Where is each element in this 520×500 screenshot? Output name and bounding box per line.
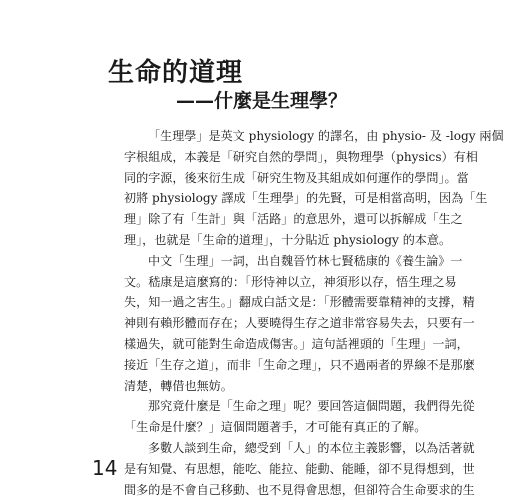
text-line: 接近「生存之道」，而非「生命之理」，只不過兩者的界線不是那麼: [124, 357, 475, 372]
paragraph-2: [124, 251, 475, 397]
text-line: 「生理學」是英文 physiology 的譯名，由 physio- 及 -logy 兩個: [148, 129, 504, 143]
text-line: 理」，也就是「生命的道理」，十分貼近 physiology 的本意。: [124, 232, 452, 247]
text-line: 文。嵇康是這麼寫的：「形恃神以立，神須形以存，悟生理之易: [124, 274, 457, 289]
chapter-subtitle: ——什麼是生理學？: [176, 90, 348, 112]
paragraph-1: [124, 126, 504, 251]
text-line: 初將 physiology 譯成「生理學」的先賢，可是相當高明，因為「生: [124, 191, 488, 206]
chapter-title: 生命的道理: [108, 58, 244, 88]
text-line: 清楚，轉借也無妨。: [124, 378, 233, 393]
text-line: 那究竟什麼是「生命之理」呢？要回答這個問題，我們得先從: [148, 399, 475, 414]
text-line: 多數人談到生命，總受到「人」的本位主義影響，以為活著就: [148, 440, 475, 455]
paragraph-4: [124, 438, 475, 500]
paragraph-3: [124, 396, 475, 438]
text-line: 中文「生理」一詞，出自魏晉竹林七賢嵇康的《養生論》一: [148, 253, 463, 268]
text-line: 間多的是不會自己移動、也不見得會思想，但卻符合生命要求的生: [124, 482, 475, 497]
text-line: 理」除了有「生計」與「活路」的意思外，還可以拆解成「生之: [124, 212, 463, 227]
text-line: 「生命是什麼？」這個問題著手，才可能有真正的了解。: [124, 420, 427, 435]
text-line: 同的字源，後來衍生成「研究生物及其組成如何運作的學問」。當: [124, 170, 469, 185]
text-line: 失，知一過之害生。」翻成白話文是：「形體需要靠精神的支撐，精: [124, 295, 475, 310]
text-line: 樣過失，就可能對生命造成傷害。」這句話裡頭的「生理」一詞，: [124, 336, 469, 351]
text-line: 是有知覺、有思想，能吃、能拉、能動、能睡，卻不見得想到，世: [124, 461, 475, 476]
text-line: 神則有賴形體而存在；人要曉得生存之道非常容易失去，只要有一: [124, 316, 475, 331]
text-line: 字根組成，本義是「研究自然的學問」，與物理學（physics）有相: [124, 149, 478, 164]
body-text: [124, 126, 504, 500]
page-number: 14: [92, 456, 118, 480]
